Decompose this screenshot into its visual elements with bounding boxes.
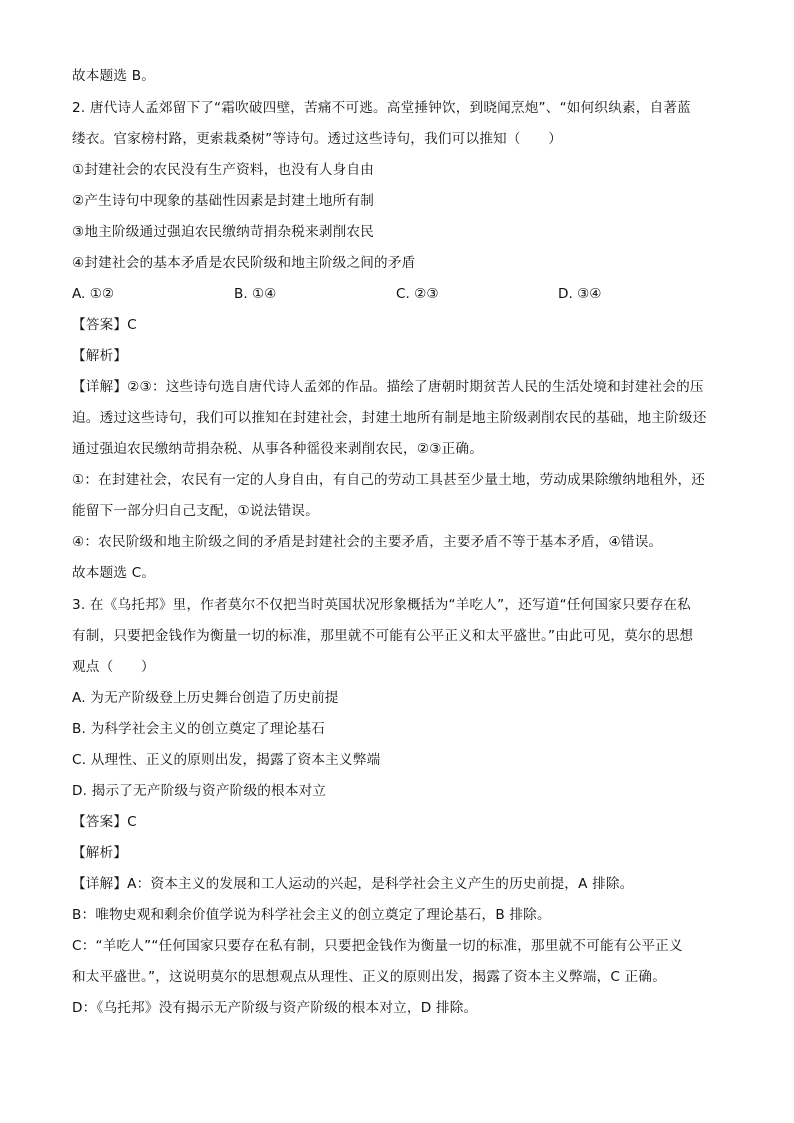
- q3-detail-line-4: 和太平盛世。”，这说明莫尔的思想观点从理性、正义的原则出发，揭露了资本主义弊端，C 正确。: [72, 969, 666, 985]
- q3-stem-line-1: 3. 在《乌托邦》里，作者莫尔不仅把当时英国状况形象概括为“羊吃人”，还写道“任何国家只要存在私: [72, 597, 691, 613]
- q2-detail-line-4: ①：在封建社会，农民有一定的人身自由，有自己的劳动工具甚至少量土地，劳动成果除缴纳地租外，还: [72, 472, 706, 488]
- q3-option-c: C. 从理性、正义的原则出发，揭露了资本主义弊端: [72, 752, 381, 768]
- q2-option-d: D. ③④: [558, 286, 602, 302]
- q2-analysis-label: 【解析】: [72, 348, 128, 364]
- q3-detail-line-5: D：《乌托邦》没有揭示无产阶级与资产阶级的根本对立，D 排除。: [72, 1000, 478, 1016]
- q2-stem-line-1: 2. 唐代诗人孟郊留下了“霜吹破四壁，苦痛不可逃。高堂捶钟饮，到晓闻烹炮”、“如何织纨素，自著蓝: [72, 100, 691, 116]
- q2-statement-1: ①封建社会的农民没有生产资料，也没有人身自由: [72, 162, 375, 178]
- q3-detail-line-1: 【详解】A：资本主义的发展和工人运动的兴起，是科学社会主义产生的历史前提，A 排除。: [72, 876, 634, 892]
- q3-option-d: D. 揭示了无产阶级与资产阶级的根本对立: [72, 783, 327, 799]
- q2-conclusion: 故本题选 C。: [72, 565, 156, 581]
- q2-detail-line-3: 通过强迫农民缴纳苛捐杂税、从事各种徭役来剥削农民，②③正确。: [72, 441, 483, 457]
- q2-option-b: B. ①④: [234, 286, 277, 302]
- q2-statement-2: ②产生诗句中现象的基础性因素是封建土地所有制: [72, 193, 375, 209]
- q3-detail-line-2: B：唯物史观和剩余价值学说为科学社会主义的创立奠定了理论基石，B 排除。: [72, 907, 551, 923]
- q3-stem-line-3: 观点（ ）: [72, 659, 155, 675]
- q3-option-a: A. 为无产阶级登上历史舞台创造了历史前提: [72, 690, 339, 706]
- q3-option-b: B. 为科学社会主义的创立奠定了理论基石: [72, 721, 326, 737]
- q2-detail-line-5: 能留下一部分归自己支配，①说法错误。: [72, 503, 319, 519]
- q3-answer: 【答案】C: [72, 814, 137, 830]
- q3-analysis-label: 【解析】: [72, 845, 128, 861]
- q2-detail-line-6: ④：农民阶级和地主阶级之间的矛盾是封建社会的主要矛盾，主要矛盾不等于基本矛盾，④错误。: [72, 534, 663, 550]
- q2-detail-line-1: 【详解】②③：这些诗句选自唐代诗人孟郊的作品。描绘了唐朝时期贫苦人民的生活处境和封建社会的压: [72, 379, 704, 395]
- q3-stem-line-2: 有制，只要把金钱作为衡量一切的标准，那里就不可能有公平正义和太平盛世。”由此可见，莫尔的思想: [72, 628, 694, 644]
- q2-option-c: C. ②③: [396, 286, 439, 302]
- q2-answer: 【答案】C: [72, 317, 137, 333]
- q2-option-a: A. ①②: [72, 286, 115, 302]
- q2-statement-3: ③地主阶级通过强迫农民缴纳苛捐杂税来剥削农民: [72, 224, 375, 240]
- q2-statement-4: ④封建社会的基本矛盾是农民阶级和地主阶级之间的矛盾: [72, 255, 416, 271]
- q2-stem-line-2: 缕衣。官家榜村路，更索栽桑树”等诗句。透过这些诗句，我们可以推知（ ）: [72, 131, 563, 147]
- q2-detail-line-2: 迫。透过这些诗句，我们可以推知在封建社会，封建土地所有制是地主阶级剥削农民的基础，地主阶级还: [72, 410, 707, 426]
- q3-detail-line-3: C：“羊吃人”“任何国家只要存在私有制，只要把金钱作为衡量一切的标准，那里就不可能有公平正义: [72, 938, 683, 954]
- q1-conclusion: 故本题选 B。: [72, 68, 156, 84]
